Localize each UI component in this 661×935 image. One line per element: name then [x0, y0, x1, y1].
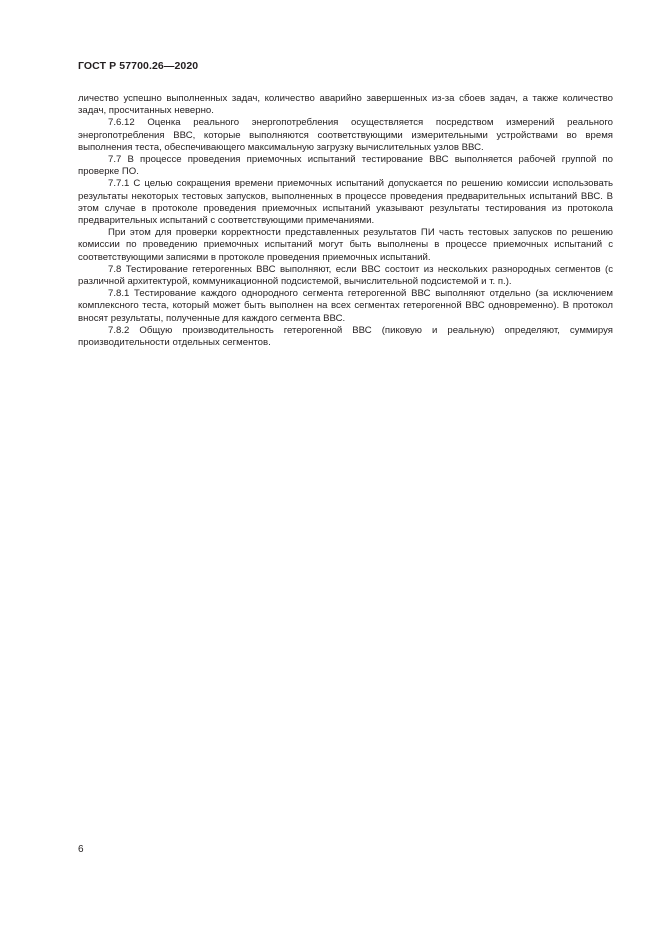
paragraph-7-7-1: 7.7.1 С целью сокращения времени приемочных испытаний допускается по решению комиссии использовать результаты некоторых тестовых запусков, выполненных в процессе проведения предварительных испытаний ВВС. В этом случае в протоколе проведения приемочных испытаний указывают результаты тестирования из протокола предварительных испытаний с соответствующими примечаниями. [78, 178, 613, 227]
paragraph-7-7: 7.7 В процессе проведения приемочных испытаний тестирование ВВС выполняется рабочей группой по проверке ПО. [78, 154, 613, 178]
paragraph-7-8-1: 7.8.1 Тестирование каждого однородного сегмента гетерогенной ВВС выполняют отдельно (за исключением комплексного теста, который может быть выполнен на всех сегментах гетерогенной ВВС одновременно). В протокол вносят результаты, полученные для каждого сегмента ВВС. [78, 288, 613, 324]
paragraph-7-6-12: 7.6.12 Оценка реального энергопотребления осуществляется посредством измерений реального энергопотребления ВВС, которые выполняются соответствующими измерительными устройствами во время выполнения теста, обеспечивающего максимальную загрузку вычислительных узлов ВВС. [78, 117, 613, 153]
page-number: 6 [78, 844, 84, 855]
paragraph-continuation: личество успешно выполненных задач, количество аварийно завершенных из-за сбоев задач, а также количество задач, просчитанных неверно. [78, 93, 613, 117]
document-body [78, 93, 613, 349]
paragraph-7-8-2: 7.8.2 Общую производительность гетерогенной ВВС (пиковую и реальную) определяют, суммируя производительности отдельных сегментов. [78, 324, 613, 349]
document-header: ГОСТ Р 57700.26—2020 [78, 60, 199, 72]
paragraph-7-8: 7.8 Тестирование гетерогенных ВВС выполняют, если ВВС состоит из нескольких разнородных сегментов (с различной архитектурой, коммуникационной подсистемой, вычислительной подсистемой и т. п.). [78, 263, 613, 288]
paragraph-7-7-1-note: При этом для проверки корректности представленных результатов ПИ часть тестовых запусков по решению комиссии по проведению приемочных испытаний могут быть выполнены в процессе приемочных испытаний с соответствующими записями в протоколе проведения приемочных испытаний. [78, 227, 613, 263]
